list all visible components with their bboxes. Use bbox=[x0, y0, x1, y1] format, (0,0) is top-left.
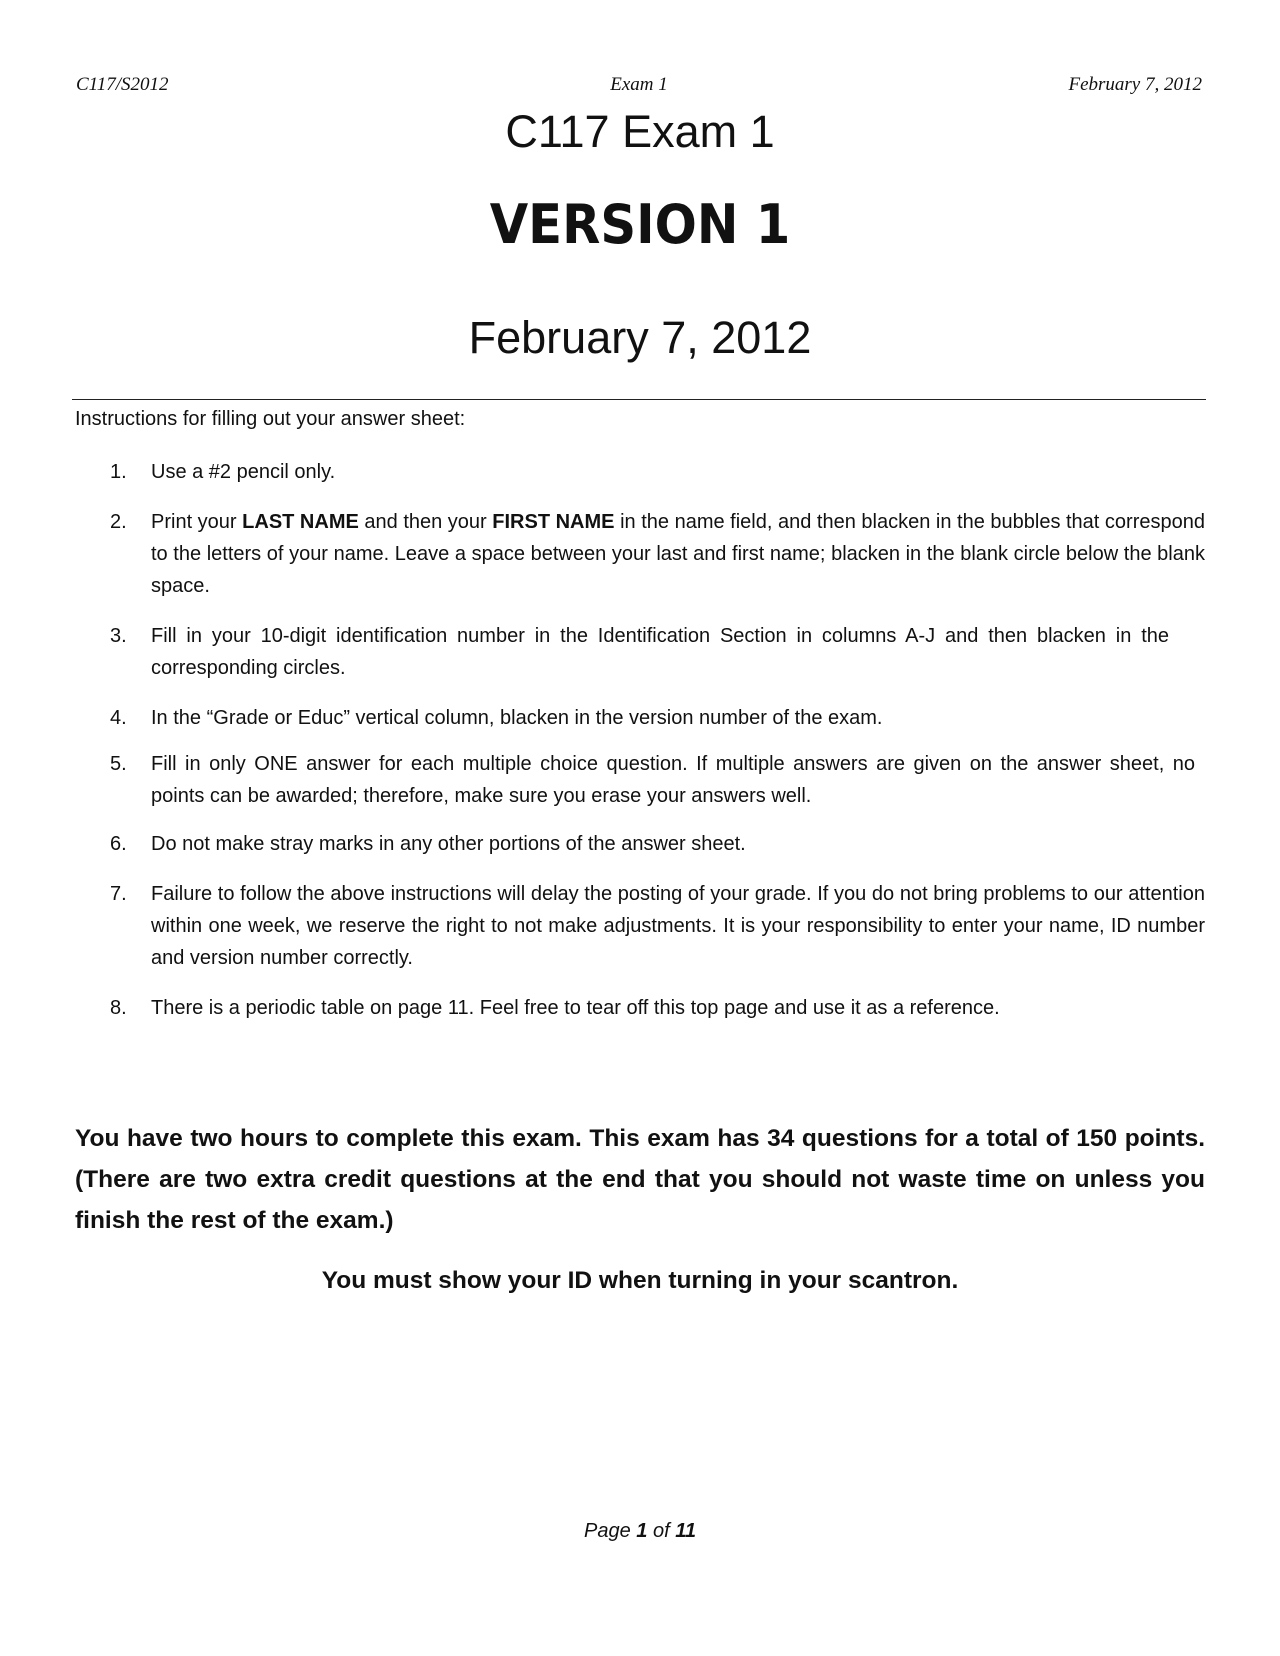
instruction-item bbox=[75, 506, 1205, 602]
instruction-text: Fill in your 10-digit identification number in the Identification Section in columns A-J and then blacken in the corresponding circles. bbox=[151, 625, 1169, 679]
instruction-number: 3. bbox=[110, 625, 127, 647]
last-name-emphasis: LAST NAME bbox=[242, 511, 359, 533]
page-title: C117 Exam 1 bbox=[505, 106, 775, 157]
instruction-number: 1. bbox=[110, 461, 127, 483]
instruction-text-part: Print your bbox=[151, 511, 243, 533]
instruction-text bbox=[151, 511, 1205, 597]
first-name-emphasis: FIRST NAME bbox=[492, 511, 615, 533]
header-exam-label: Exam 1 bbox=[610, 74, 668, 95]
instruction-text: There is a periodic table on page 11. Feel free to tear off this top page and use it as a reference. bbox=[151, 997, 1000, 1019]
instruction-text-part: in the name field, and then blacken in the bubbles that correspond to the letters of your name. Leave a space between your last and first name; blacken in the blank circle below the blank space. bbox=[151, 511, 1205, 597]
instruction-item bbox=[75, 748, 1205, 812]
instruction-text: Fill in only ONE answer for each multiple choice question. If multiple answers are given on the answer sheet, no points can be awarded; therefore, make sure you erase your answers well. bbox=[151, 753, 1195, 807]
divider bbox=[72, 399, 1206, 400]
exam-time-notice: You have two hours to complete this exam. This exam has 34 questions for a total of 150 points. (There are two extra credit questions at the end that you should not waste time on unless you finish the rest of the exam.) bbox=[75, 1125, 1205, 1234]
id-requirement-notice: You must show your ID when turning in your scantron. bbox=[321, 1267, 959, 1294]
instruction-item bbox=[75, 620, 1205, 684]
instruction-text: Do not make stray marks in any other portions of the answer sheet. bbox=[151, 833, 746, 855]
of-label: of bbox=[652, 1520, 670, 1542]
instruction-number: 6. bbox=[110, 833, 127, 855]
page-label: Page bbox=[584, 1520, 631, 1542]
instruction-item bbox=[75, 456, 1205, 488]
instruction-number: 5. bbox=[110, 753, 127, 775]
instruction-list bbox=[75, 456, 1205, 1024]
instructions-heading: Instructions for filling out your answer sheet: bbox=[75, 408, 466, 430]
header-date: February 7, 2012 bbox=[1068, 74, 1202, 95]
instruction-text-part: and then your bbox=[358, 511, 493, 533]
instruction-number: 4. bbox=[110, 707, 127, 729]
instruction-item bbox=[75, 828, 1205, 860]
instruction-text: Use a #2 pencil only. bbox=[151, 461, 336, 483]
total-pages: 11 bbox=[675, 1520, 696, 1542]
current-page-number: 1 bbox=[636, 1520, 648, 1542]
page-footer bbox=[0, 1520, 1280, 1543]
instruction-item bbox=[75, 702, 1205, 734]
instruction-number: 7. bbox=[110, 883, 127, 905]
header-course-code: C117/S2012 bbox=[76, 74, 169, 95]
instruction-item bbox=[75, 878, 1205, 974]
instruction-item bbox=[75, 992, 1205, 1024]
instruction-text: Failure to follow the above instructions will delay the posting of your grade. If you do not bring problems to our attention within one week, we reserve the right to not make adjustments. It is your responsibility to enter your name, ID number and version number correctly. bbox=[151, 883, 1205, 969]
exam-date: February 7, 2012 bbox=[468, 312, 812, 363]
running-header bbox=[76, 74, 1202, 100]
instruction-number: 8. bbox=[110, 997, 127, 1019]
version-heading: VERSION 1 bbox=[489, 193, 791, 256]
instruction-text: In the “Grade or Educ” vertical column, blacken in the version number of the exam. bbox=[151, 707, 883, 729]
instruction-number: 2. bbox=[110, 511, 127, 533]
